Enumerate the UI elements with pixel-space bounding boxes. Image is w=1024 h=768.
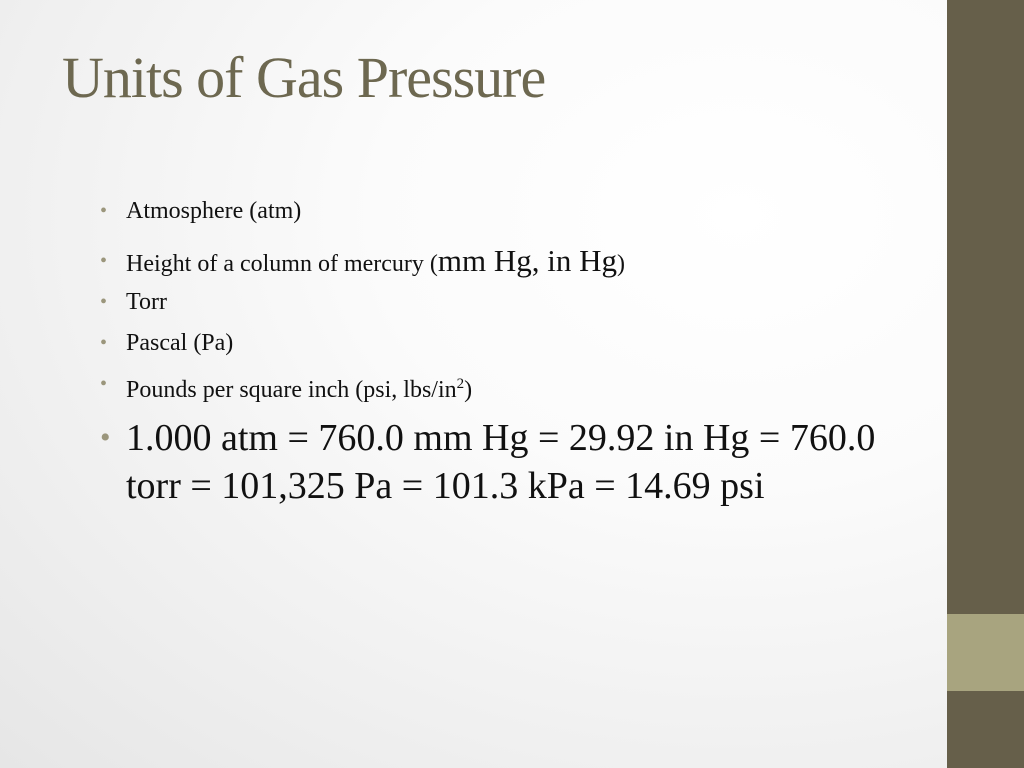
slide-title: Units of Gas Pressure	[62, 45, 546, 110]
bullet-text: Torr	[126, 289, 167, 315]
psi-close: )	[464, 377, 473, 403]
conversion-text: 1.000 atm = 760.0 mm Hg = 29.92 in Hg = 760.0 torr = 101,325 Pa = 101.3 kPa = 14.69 psi	[126, 417, 876, 507]
mercury-close: )	[617, 251, 626, 277]
psi-lead: Pounds per square inch (psi, lbs/in	[126, 377, 457, 403]
bullet-text	[126, 243, 626, 278]
bullet-dot: •	[100, 250, 108, 272]
bullet-text	[126, 370, 472, 404]
bullet-dot: •	[100, 373, 108, 395]
bullet-text: Pascal (Pa)	[126, 330, 234, 356]
bullet-dot: •	[100, 291, 108, 313]
psi-superscript: 2	[456, 376, 465, 392]
bullet-conversion	[100, 414, 900, 510]
bullet-dot: •	[100, 200, 108, 222]
bullet-dot: •	[100, 421, 111, 454]
mercury-lead: Height of a column of mercury (	[126, 251, 438, 277]
bullet-dot: •	[100, 332, 108, 354]
mercury-units: mm Hg, in Hg	[437, 243, 618, 278]
bullet-text: Atmosphere (atm)	[126, 198, 302, 224]
side-bar-accent	[947, 614, 1024, 691]
